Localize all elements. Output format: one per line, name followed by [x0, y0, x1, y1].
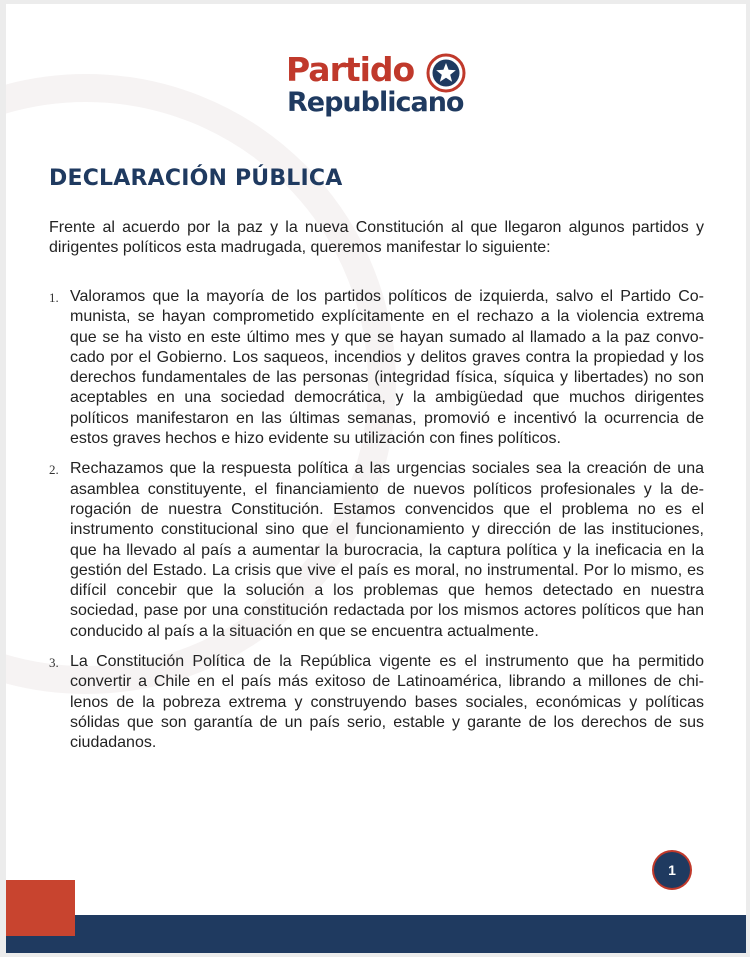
numbered-list: [49, 287, 704, 764]
intro-paragraph: Frente al acuerdo por la paz y la nueva Constitución al que llegaron algunos partidos y dirigentes políticos esta madrugada, queremos manifestar lo siguiente:: [49, 219, 704, 256]
party-logo: [286, 52, 486, 126]
list-item: [49, 652, 704, 753]
list-item-number: 2.: [49, 462, 59, 478]
list-item-number: 1.: [49, 290, 59, 305]
list-item-text: Valoramos que la mayoría de los partidos políticos de izquierda, salvo el Partido Comunista, se hayan comprometido explícitamente en el rechazo a la violencia extrema que se ha visto en este último mes y que se hayan sumado al llamado a la paz convocado por el Gobierno. Los saqueos, incendios y delitos graves contra la propiedad y los derechos fundamentales de las personas (integridad física, síquica y libertades) no son aceptables en una sociedad democrática, y la ambigüedad que muchos dirigentes políticos manifestaron en las últimas semanas, promovió e incentivó la ocurrencia de estos graves hechos e hizo evidente su utilización con fines políticos.: [70, 288, 704, 448]
list-item-number: 3.: [49, 655, 59, 671]
page-number-badge: 1: [654, 852, 690, 888]
list-item-text: Rechazamos que la respuesta política a las urgencias sociales sea la creación de una asamblea constituyente, el financiamiento de nuevos políticos profesionales y la derogación de nuestra Constitución. Estamos convencidos que el problema no es el instrumento constitucional sino que el funcionamiento y dirección de las instituciones, que ha llevado al país a aumentar la burocracia, la captura política y la ineficacia en la gestión del Estado. La crisis que vive el país es moral, no instrumental. Por lo mismo, es difícil concebir que la solución a los problemas que hemos detectado en nuestra sociedad, pase por una constitución redactada por los mismos actores políticos que han conducido al país a la situación en que se encuentra actualmente.: [70, 460, 704, 640]
page-title: DECLARACIÓN PÚBLICA: [49, 166, 343, 191]
footer-accent-square: [6, 880, 75, 936]
list-item: [49, 287, 704, 449]
document-page: [6, 4, 746, 953]
list-item: [49, 459, 704, 642]
logo-text-partido: Partido: [286, 50, 415, 89]
footer-band: [6, 915, 746, 953]
logo-text-republicano: Republicano: [287, 87, 464, 118]
list-item-text: La Constitución Política de la República vigente es el instrumento que ha permitido convertir a Chile en el país más exitoso de Latinoamérica, librando a millones de chilenos de la pobreza extrema y construyendo bases sociales, económicas y políticas sólidas que son garantía de un país serio, estable y garante de los derechos de sus ciudadanos.: [70, 653, 704, 752]
